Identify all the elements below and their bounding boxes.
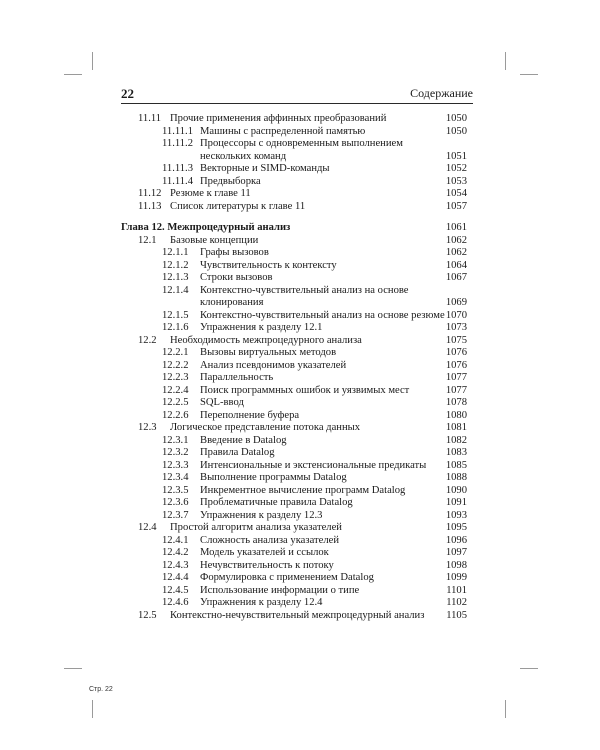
header-rule (121, 103, 473, 104)
toc-entry-page: 1080 (445, 409, 467, 421)
toc-entry-page: 1085 (445, 459, 467, 471)
toc-entry-page: 1099 (445, 572, 467, 583)
toc-entry-number: 12.2.1 (162, 347, 189, 358)
toc-entry-page: 1077 (445, 384, 467, 396)
toc-entry-number: 12.3.5 (162, 484, 189, 496)
toc-entry (0, 571, 600, 584)
toc-entry-number: 11.11.4 (162, 175, 193, 187)
toc-entry-number: 12.1.4 (162, 284, 189, 296)
toc-entry-number: 12.3.4 (162, 472, 189, 483)
toc-entry-page: 1078 (445, 397, 467, 408)
toc-entry-page: 1050 (445, 113, 467, 124)
toc-entry-number: 12.3.3 (162, 459, 189, 471)
crop-mark (64, 668, 82, 669)
toc-entry (0, 521, 600, 534)
toc-entry-title: Переполнение буфера (200, 409, 300, 421)
toc-entry-number: 11.11.1 (162, 125, 193, 137)
toc-entry-number: 12.3.7 (162, 509, 189, 521)
toc-entry-title: SQL-ввод (200, 397, 244, 408)
toc-entry-page: 1070 (445, 309, 467, 321)
toc-entry-title: Чувствительность к контексту (200, 259, 337, 271)
toc-entry (0, 471, 600, 484)
toc-entry-page: 1101 (446, 584, 467, 596)
toc-entry-number: 12.2.6 (162, 409, 189, 421)
toc-entry-page: 1054 (445, 188, 467, 199)
toc-entry (0, 534, 600, 547)
toc-entry-page: 1057 (445, 200, 467, 212)
toc-entry-title: нескольких команд (200, 150, 287, 162)
toc-entry-title: Модель указателей и ссылок (200, 547, 329, 558)
toc-entry (0, 296, 600, 309)
toc-entry (0, 346, 600, 359)
toc-entry-title: Параллельность (200, 372, 274, 383)
toc-entry-page: 1062 (445, 247, 467, 258)
toc-entry (0, 559, 600, 572)
toc-entry-title: Глава 12. Межпроцедурный анализ (121, 222, 291, 233)
toc-entry-number: 11.11.3 (162, 163, 193, 174)
toc-entry (0, 246, 600, 259)
toc-entry-title: Векторные и SIMD-команды (200, 163, 330, 174)
toc-entry-title: Машины с распределенной памятью (200, 125, 366, 137)
toc-entry-title: Выполнение программы Datalog (200, 472, 347, 483)
toc-entry (0, 396, 600, 409)
toc-entry-number: 11.11.2 (162, 138, 193, 149)
toc-entry-title: Сложность анализа указателей (200, 534, 339, 546)
toc-entry (0, 446, 600, 459)
toc-entry-page: 1098 (445, 559, 467, 571)
toc-entry-number: 12.2.4 (162, 384, 189, 396)
toc-entry (0, 546, 600, 559)
toc-entry-number: 12.3.6 (162, 497, 189, 508)
toc-entry (0, 321, 600, 334)
toc-entry-number: 12.4.1 (162, 534, 189, 546)
toc-entry-number: 11.13 (138, 200, 162, 212)
toc-entry-page: 1096 (445, 534, 467, 546)
toc-entry-page: 1051 (445, 150, 467, 162)
toc-entry (0, 496, 600, 509)
toc-entry (0, 409, 600, 422)
toc-entry (0, 150, 600, 163)
toc-entry-title: Упражнения к разделу 12.4 (200, 597, 323, 608)
toc-entry-number: 12.1.1 (162, 247, 189, 258)
crop-mark (505, 700, 506, 718)
toc-entry (0, 175, 600, 188)
toc-entry-page: 1064 (445, 259, 467, 271)
toc-entry (0, 434, 600, 447)
toc-entry-page: 1076 (445, 347, 467, 358)
toc-entry (0, 162, 600, 175)
toc-entry-page: 1076 (445, 359, 467, 371)
toc-entry-page: 1095 (445, 522, 467, 533)
toc-entry-number: 12.4.6 (162, 597, 189, 608)
toc-entry-title: Упражнения к разделу 12.3 (200, 509, 323, 521)
toc-entry-page: 1093 (445, 509, 467, 521)
toc-entry (0, 259, 600, 272)
page-number: 22 (121, 86, 134, 101)
crop-mark (64, 74, 82, 75)
toc-entry (0, 384, 600, 397)
toc-entry-number: 11.11 (138, 113, 162, 124)
toc-entry-page: 1075 (445, 334, 467, 346)
toc-entry-number: 12.1.2 (162, 259, 189, 271)
toc-entry-title: Анализ псевдонимов указателей (200, 359, 347, 371)
running-header (121, 86, 473, 100)
toc-entry (0, 309, 600, 322)
toc-entry-page: 1073 (445, 322, 467, 333)
toc-entry-number: 12.3.1 (162, 434, 189, 446)
toc-entry-number: 12.2 (138, 334, 157, 346)
toc-entry-page: 1077 (445, 372, 467, 383)
toc-entry-number: 12.4 (138, 522, 157, 533)
toc-entry-page: 1097 (445, 547, 467, 558)
toc-entry (0, 137, 600, 150)
toc-entry (0, 334, 600, 347)
toc-entry (0, 284, 600, 297)
toc-entry-number: 12.1 (138, 234, 157, 246)
toc-entry (0, 371, 600, 384)
crop-mark (92, 700, 93, 718)
toc-entry-title: Поиск программных ошибок и уязвимых мест (200, 384, 410, 396)
toc-entry-number: 12.1.5 (162, 309, 189, 321)
toc-entry-number: 12.1.6 (162, 322, 189, 333)
toc-entry (0, 421, 600, 434)
toc-entry-title: Процессоры с одновременным выполнением (200, 138, 403, 149)
toc-entry (0, 125, 600, 138)
toc-entry (0, 596, 600, 609)
toc-entry-page: 1083 (445, 447, 467, 458)
toc-entry-page: 1082 (445, 434, 467, 446)
toc-entry-title: Графы вызовов (200, 247, 269, 258)
toc-entry (0, 112, 600, 125)
toc-entry-title: Введение в Datalog (200, 434, 287, 446)
toc-entry (0, 200, 600, 213)
toc-entry-title: Интенсиональные и экстенсиональные предикаты (200, 459, 427, 471)
toc-entry-title: Контекстно-чувствительный анализ на основе резюме (200, 309, 445, 321)
toc-entry-title: Базовые концепции (170, 234, 259, 246)
toc-entry-title: Использование информации о типе (200, 584, 360, 596)
toc-entry-title: Логическое представление потока данных (170, 422, 361, 433)
toc-entry-page: 1088 (445, 472, 467, 483)
toc-entry-number: 12.4.4 (162, 572, 189, 583)
toc-entry-title: Необходимость межпроцедурного анализа (170, 334, 362, 346)
toc-entry-title: Проблематичные правила Datalog (200, 497, 353, 508)
toc-entry-title: Простой алгоритм анализа указателей (170, 522, 342, 533)
toc-entry-title: Прочие применения аффинных преобразований (170, 113, 387, 124)
toc-entry-number: 12.2.2 (162, 359, 189, 371)
toc-entry (0, 509, 600, 522)
toc-entry-page: 1105 (446, 609, 467, 621)
crop-mark (92, 52, 93, 70)
toc-entry-title: Список литературы к главе 11 (170, 200, 306, 212)
toc-entry-page: 1090 (445, 484, 467, 496)
toc-chapter-entry (0, 221, 600, 234)
toc-entry-number: 12.2.5 (162, 397, 189, 408)
toc-entry (0, 584, 600, 597)
section-title: Содержание (410, 86, 473, 100)
crop-mark (520, 668, 538, 669)
toc-entry (0, 359, 600, 372)
toc-entry-number: 12.2.3 (162, 372, 189, 383)
toc-entry-title: Нечувствительность к потоку (200, 559, 334, 571)
toc-entry-page: 1061 (445, 222, 467, 233)
footer-label: Стр. 22 (89, 686, 113, 693)
toc-entry-title: Формулировка с применением Datalog (200, 572, 374, 583)
toc-entry-title: Вызовы виртуальных методов (200, 347, 337, 358)
toc-entry-page: 1102 (446, 597, 467, 608)
toc-entry-number: 12.3 (138, 422, 157, 433)
toc-entry (0, 459, 600, 472)
toc-entry-page: 1050 (445, 125, 467, 137)
toc-entry-page: 1067 (445, 272, 467, 283)
crop-mark (505, 52, 506, 70)
toc-entry-title: Инкрементное вычисление программ Datalog (200, 484, 406, 496)
toc-entry-number: 12.4.2 (162, 547, 189, 558)
toc-entry-title: Строки вызовов (200, 272, 273, 283)
toc-entry-number: 12.4.5 (162, 584, 189, 596)
toc-entry-page: 1052 (445, 163, 467, 174)
toc-entry (0, 484, 600, 497)
toc-entry-page: 1091 (445, 497, 467, 508)
toc-entry-title: Предвыборка (200, 175, 261, 187)
toc-entry-page: 1053 (445, 175, 467, 187)
toc-entry-title: Упражнения к разделу 12.1 (200, 322, 323, 333)
toc-entry-number: 12.4.3 (162, 559, 189, 571)
toc-entry (0, 271, 600, 284)
toc-entry-title: Резюме к главе 11 (170, 188, 251, 199)
toc-entry-title: Контекстно-чувствительный анализ на основе (200, 284, 409, 296)
toc-entry (0, 234, 600, 247)
toc-entry-title: Контекстно-нечувствительный межпроцедурный анализ (170, 609, 425, 621)
toc-entry-page: 1081 (445, 422, 467, 433)
toc-entry-number: 12.1.3 (162, 272, 189, 283)
toc-entry (0, 187, 600, 200)
crop-mark (520, 74, 538, 75)
toc-entry-page: 1062 (445, 234, 467, 246)
toc-entry-page: 1069 (445, 297, 467, 308)
toc-entry-title: клонирования (200, 297, 264, 308)
toc-entry-number: 12.3.2 (162, 447, 189, 458)
toc-entry-number: 12.5 (138, 609, 157, 621)
toc-entry (0, 609, 600, 622)
toc-entry-title: Правила Datalog (200, 447, 275, 458)
toc-entry-number: 11.12 (138, 188, 162, 199)
